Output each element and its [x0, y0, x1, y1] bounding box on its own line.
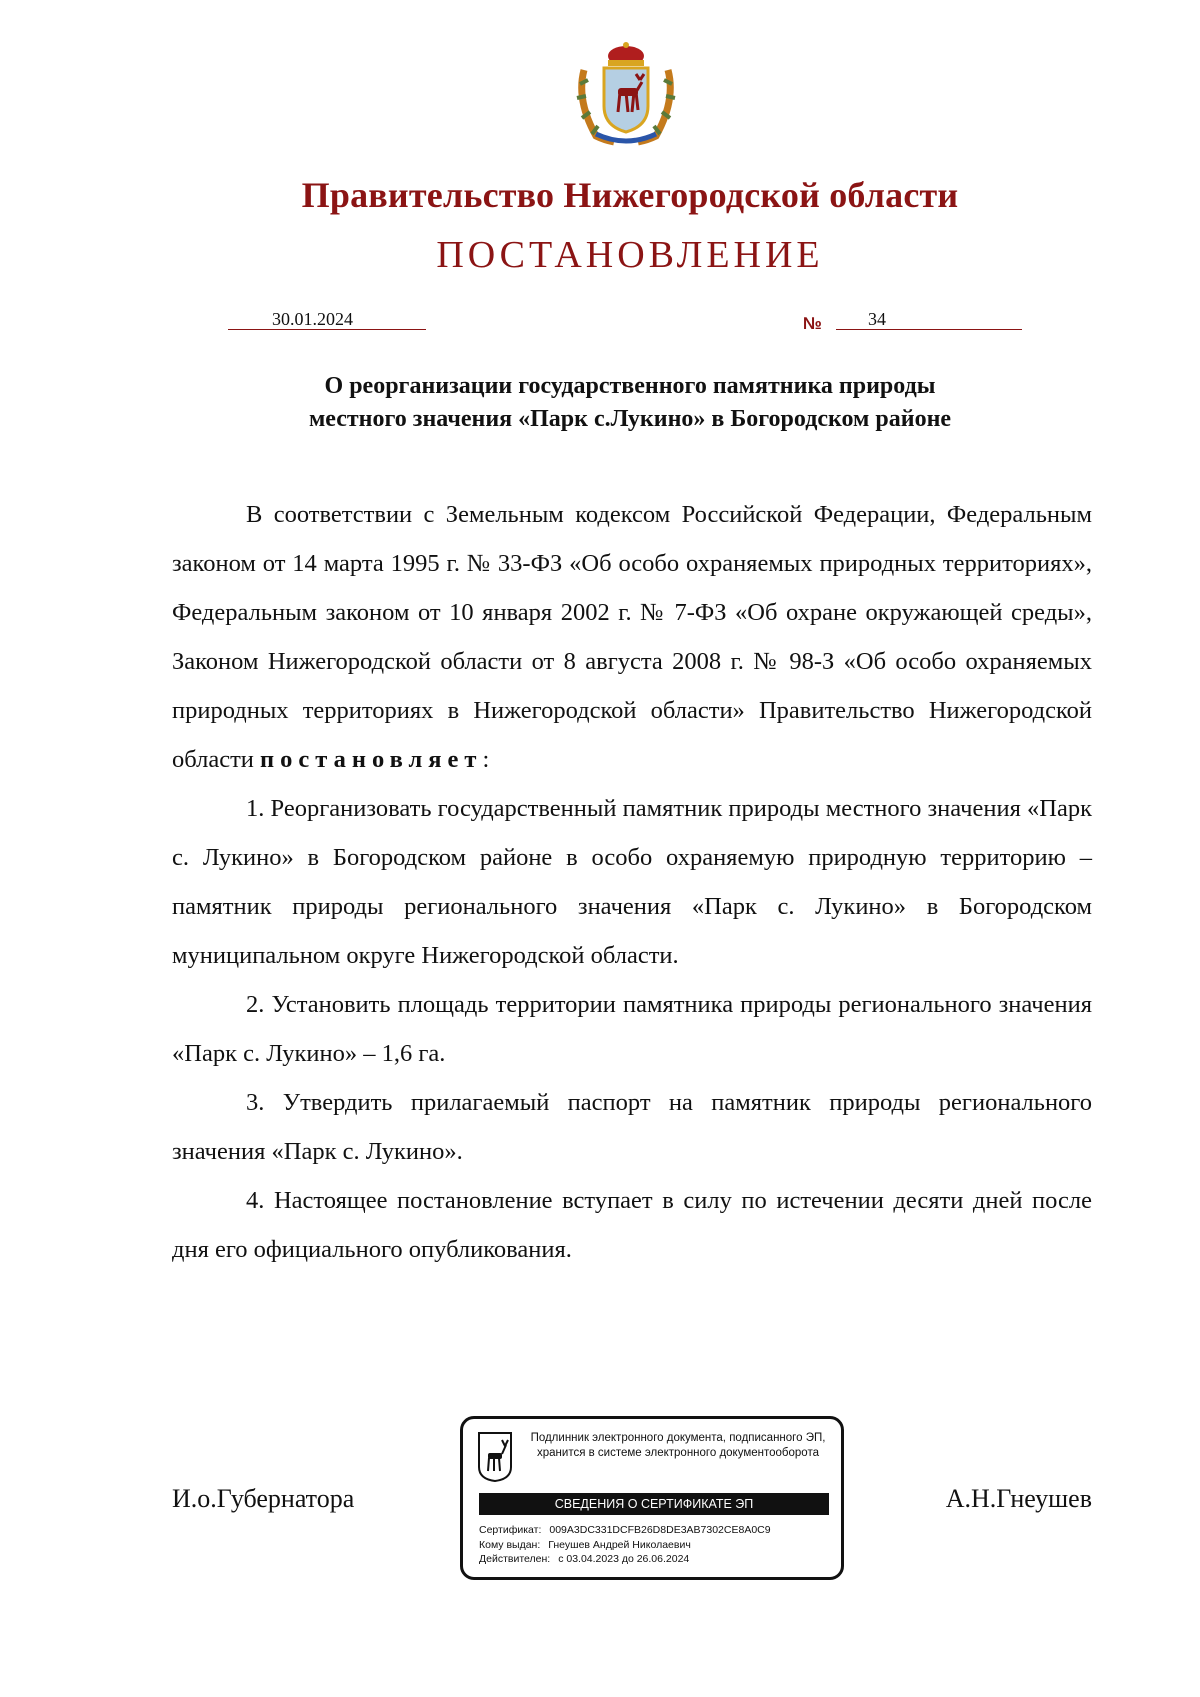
electronic-signature-stamp [460, 1416, 844, 1580]
document-date: 30.01.2024 [272, 309, 353, 329]
deer-emblem-icon [477, 1431, 513, 1483]
document-body [172, 490, 1092, 1274]
decree-colon: : [482, 746, 490, 773]
subject-line-1: О реорганизации государственного памятника природы [324, 373, 936, 399]
valid-label: Действителен: [479, 1553, 551, 1565]
government-title: Правительство Нижегородской области [301, 175, 959, 215]
issued-label: Кому выдан: [479, 1538, 541, 1551]
decree-word: постановляет [260, 746, 483, 773]
valid-value: с 03.04.2023 до 26.06.2024 [558, 1553, 690, 1565]
resolution-item-1: 1. Реорганизовать государственный памятник природы местного значения «Парк с. Лукино» в Богородском районе в особо охраняемую природную территорию – памятник природы регионального значения «Парк с. Лукино» в Богородском муниципальном округе Нижегородской области. [172, 795, 1092, 969]
document-number: 34 [868, 309, 886, 329]
stamp-certificate-info [479, 1523, 771, 1567]
cert-label: Сертификат: [479, 1524, 542, 1536]
stamp-issued-row [479, 1538, 771, 1553]
stamp-cert-row [479, 1523, 771, 1538]
resolution-item-4: 4. Настоящее постановление вступает в силу по истечении десяти дней после дня его официального опубликования. [172, 1187, 1092, 1263]
stamp-certificate-header: СВЕДЕНИЯ О СЕРТИФИКАТЕ ЭП [479, 1493, 829, 1515]
cert-value: 009A3DC331DCFB26D8DE3AB7302CE8A0C9 [549, 1524, 771, 1536]
issued-value: Гнеушев Андрей Николаевич [548, 1538, 691, 1551]
resolution-item-2: 2. Установить площадь территории памятника природы регионального значения «Парк с. Лукино» – 1,6 га. [172, 991, 1092, 1067]
stamp-original-line-2: хранится в системе электронного документооборота [537, 1447, 819, 1459]
document-type: ПОСТАНОВЛЕНИЕ [436, 234, 824, 276]
preamble-paragraph [172, 490, 1092, 784]
number-underline [836, 329, 1022, 330]
stamp-original-line-1: Подлинник электронного документа, подписанного ЭП, [530, 1432, 826, 1444]
resolution-item-3: 3. Утвердить прилагаемый паспорт на памятник природы регионального значения «Парк с. Лукино». [172, 1089, 1092, 1165]
signer-name: А.Н.Гнеушев [945, 1484, 1092, 1513]
preamble-text: В соответствии с Земельным кодексом Российской Федерации, Федеральным законом от 14 марта 1995 г. № 33-ФЗ «Об особо охраняемых природных территориях», Федеральным законом от 10 января 2002 г. № 7-ФЗ «Об охране окружающей среды», Законом Нижегородской области от 8 августа 2008 г. № 98-З «Об особо охраняемых природных территориях в Нижегородской области» Правительство Нижегородской области [172, 501, 1092, 773]
coat-of-arms-icon [574, 40, 678, 146]
number-sign: № [803, 314, 822, 333]
document-subject [160, 370, 1100, 436]
date-underline [228, 329, 426, 330]
stamp-original-note [519, 1431, 837, 1461]
stamp-valid-row [479, 1552, 771, 1567]
subject-line-2: местного значения «Парк с.Лукино» в Богородском районе [308, 406, 952, 432]
signer-position: И.о.Губернатора [172, 1484, 355, 1513]
